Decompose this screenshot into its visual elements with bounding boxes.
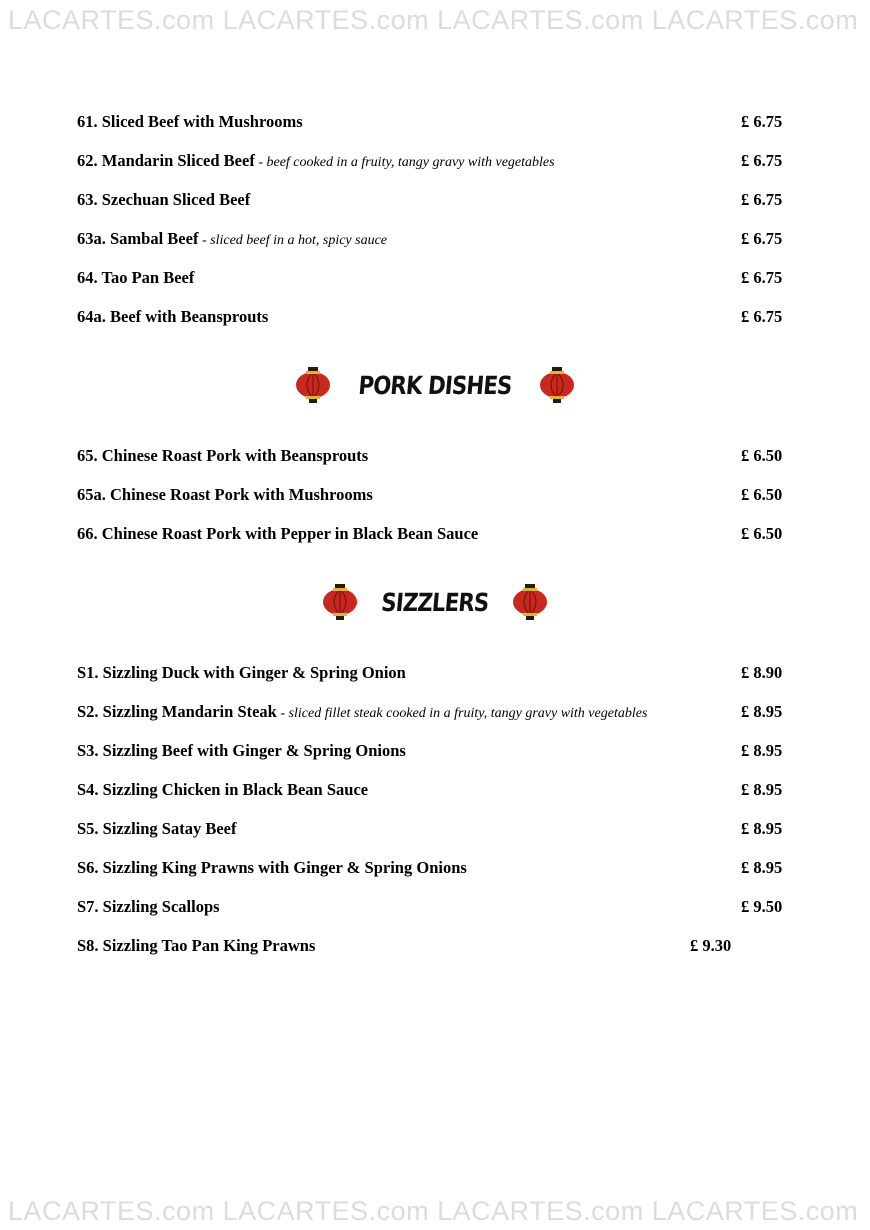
item-name: S7. Sizzling Scallops <box>77 897 220 916</box>
menu-item <box>0 779 870 818</box>
item-name: S2. Sizzling Mandarin Steak - sliced fillet steak cooked in a fruity, tangy gravy with vegetables <box>77 702 648 721</box>
item-name: 64a. Beef with Beansprouts <box>77 307 269 326</box>
lantern-icon <box>537 365 577 405</box>
item-name: S1. Sizzling Duck with Ginger & Spring Onion <box>77 663 406 682</box>
menu-item <box>0 228 870 267</box>
item-name: 62. Mandarin Sliced Beef - beef cooked in a fruity, tangy gravy with vegetables <box>77 151 555 170</box>
menu-item <box>0 111 870 150</box>
pork-section <box>0 445 870 562</box>
item-name: S5. Sizzling Satay Beef <box>77 819 237 838</box>
sizzlers-heading <box>0 580 870 624</box>
menu-item <box>0 306 870 345</box>
item-name: 65. Chinese Roast Pork with Beansprouts <box>77 446 369 465</box>
item-name: 63. Szechuan Sliced Beef <box>77 190 251 209</box>
beef-section <box>0 111 870 345</box>
item-price: £ 6.75 <box>741 190 783 209</box>
item-name: 65a. Chinese Roast Pork with Mushrooms <box>77 485 373 504</box>
item-price: £ 9.50 <box>741 897 783 916</box>
item-price: £ 6.75 <box>741 112 783 131</box>
item-price: £ 6.50 <box>741 485 783 504</box>
watermark-text: LACARTES.com LACARTES.com LACARTES.com LACARTES.com <box>8 5 859 35</box>
item-price: £ 9.30 <box>690 936 732 955</box>
section-title: SIZZLERS <box>380 587 490 617</box>
item-description: - beef cooked in a fruity, tangy gravy with vegetables <box>254 155 555 170</box>
menu-item <box>0 740 870 779</box>
item-price: £ 8.95 <box>741 858 783 877</box>
menu-item <box>0 701 870 740</box>
menu-item <box>0 189 870 228</box>
lantern-icon <box>293 365 333 405</box>
item-price: £ 6.75 <box>741 151 783 170</box>
pork-dishes-heading <box>0 363 870 407</box>
menu-item <box>0 818 870 857</box>
item-name: S4. Sizzling Chicken in Black Bean Sauce <box>77 780 369 799</box>
menu-item <box>0 445 870 484</box>
section-title: PORK DISHES <box>357 370 513 400</box>
menu-item <box>0 484 870 523</box>
item-price: £ 8.95 <box>741 741 783 760</box>
menu-item <box>0 896 870 935</box>
item-name: 64. Tao Pan Beef <box>77 268 195 287</box>
watermark-bottom <box>0 1193 870 1229</box>
menu-item <box>0 267 870 306</box>
item-price: £ 6.75 <box>741 229 783 248</box>
item-price: £ 6.50 <box>741 524 783 543</box>
item-price: £ 8.95 <box>741 702 783 721</box>
menu-item <box>0 935 870 974</box>
menu-item <box>0 150 870 189</box>
item-name: S6. Sizzling King Prawns with Ginger & Spring Onions <box>77 858 467 877</box>
menu-item <box>0 662 870 701</box>
item-price: £ 8.90 <box>741 663 783 682</box>
menu-item <box>0 523 870 562</box>
sizzlers-section <box>0 662 870 974</box>
item-description: - sliced fillet steak cooked in a fruity, tangy gravy with vegetables <box>276 706 648 721</box>
lantern-icon <box>510 582 550 622</box>
item-price: £ 6.50 <box>741 446 783 465</box>
item-name: S8. Sizzling Tao Pan King Prawns <box>77 936 316 955</box>
item-price: £ 6.75 <box>741 307 783 326</box>
item-name: S3. Sizzling Beef with Ginger & Spring Onions <box>77 741 406 760</box>
item-price: £ 8.95 <box>741 819 783 838</box>
item-name: 63a. Sambal Beef - sliced beef in a hot, spicy sauce <box>77 229 388 248</box>
menu-item <box>0 857 870 896</box>
lantern-icon <box>320 582 360 622</box>
item-name: 61. Sliced Beef with Mushrooms <box>77 112 303 131</box>
item-price: £ 6.75 <box>741 268 783 287</box>
watermark-top <box>0 2 870 38</box>
watermark-text: LACARTES.com LACARTES.com LACARTES.com LACARTES.com <box>8 1196 859 1226</box>
item-price: £ 8.95 <box>741 780 783 799</box>
item-name: 66. Chinese Roast Pork with Pepper in Black Bean Sauce <box>77 524 479 543</box>
item-description: - sliced beef in a hot, spicy sauce <box>198 233 388 248</box>
